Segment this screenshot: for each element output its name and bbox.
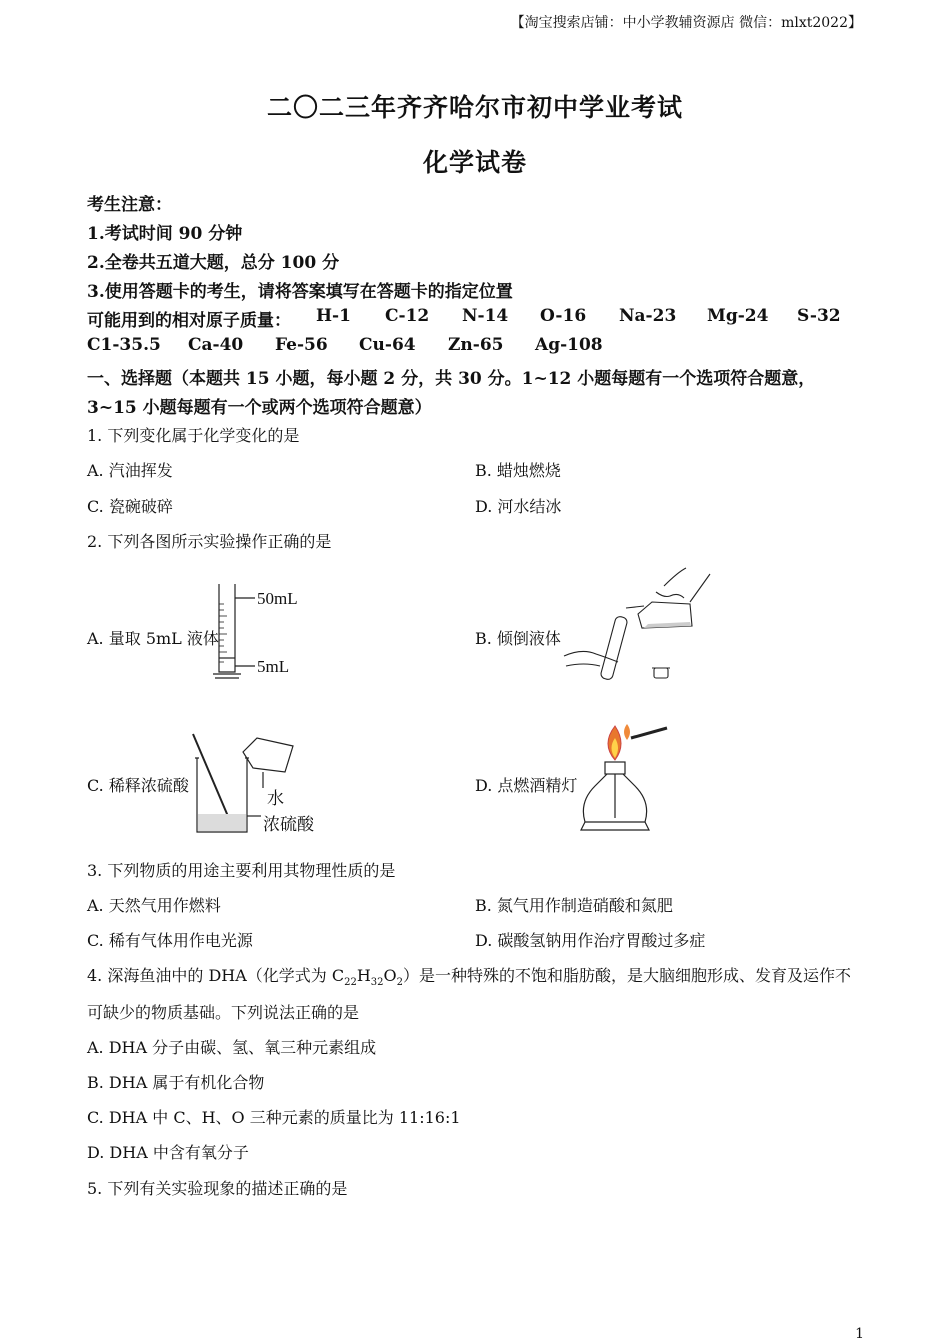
q5-stem: 5. 下列有关实验现象的描述正确的是 [87,1179,348,1198]
notice-item-3: 3.使用答题卡的考生，请将答案填写在答题卡的指定位置 [87,282,513,302]
q2-option-d: D. 点燃酒精灯 [475,776,578,795]
page-number: 1 [855,1326,864,1342]
cylinder-label-50ml: 50mL [257,589,298,608]
q4-option-a: A. DHA 分子由碳、氢、氧三种元素组成 [87,1038,377,1057]
q4-option-d: D. DHA 中含有氧分子 [87,1143,249,1162]
cylinder-label-5ml: 5mL [257,657,290,676]
q2-option-c: C. 稀释浓硫酸 [87,776,189,795]
q3-option-c: C. 稀有气体用作电光源 [87,931,253,950]
alcohol-lamp-figure [575,722,675,838]
q3-option-a: A. 天然气用作燃料 [87,896,221,915]
section-heading-line2: 3~15 小题每题有一个或两个选项符合题意） [87,398,432,418]
graduated-cylinder-figure [205,578,315,690]
q2-option-a: A. 量取 5mL 液体 [87,629,219,648]
label-water: 水 [267,789,284,808]
diluting-acid-figure [185,728,330,840]
notice-heading: 考生注意： [87,195,172,215]
q3-stem: 3. 下列物质的用途主要利用其物理性质的是 [87,861,396,880]
q1-option-c: C. 瓷碗破碎 [87,497,173,516]
header-note: 【淘宝搜索店铺：中小学教辅资源店 微信：mlxt2022】 [510,15,862,31]
q1-option-d: D. 河水结冰 [475,497,562,516]
q2-stem: 2. 下列各图所示实验操作正确的是 [87,532,332,551]
q3-option-b: B. 氮气用作制造硝酸和氮肥 [475,896,673,915]
atomic-mass-s: S-32 [797,306,841,326]
q4-option-b: B. DHA 属于有机化合物 [87,1073,265,1092]
notice-item-1: 1.考试时间 90 分钟 [87,224,243,244]
notice-item-2: 2.全卷共五道大题，总分 100 分 [87,253,340,273]
atomic-mass-o: O-16 [540,306,587,326]
q1-stem: 1. 下列变化属于化学变化的是 [87,426,300,445]
q3-option-d: D. 碳酸氢钠用作治疗胃酸过多症 [475,931,706,950]
atomic-mass-ag: Ag-108 [535,335,603,355]
atomic-mass-c: C-12 [385,306,430,326]
atomic-mass-fe: Fe-56 [275,335,328,355]
q1-option-a: A. 汽油挥发 [87,461,173,480]
exam-title: 二〇二三年齐齐哈尔市初中学业考试 [266,93,683,122]
q2-option-b: B. 倾倒液体 [475,629,561,648]
pouring-liquid-figure [560,562,720,688]
atomic-mass-na: Na-23 [619,306,677,326]
atomic-mass-h: H-1 [316,306,351,326]
label-concentrated-acid: 浓硫酸 [263,815,314,834]
exam-subtitle: 化学试卷 [422,148,527,177]
q4-stem-line1: 4. 深海鱼油中的 DHA（化学式为 $C_{22}H_{32}O_2$）是一种特殊的不饱和脂肪酸，是大脑细胞形成、发育及运作不 [87,966,852,989]
section-heading-line1: 一、选择题（本题共 15 小题，每小题 2 分，共 30 分。1~12 小题每题有一个选项符合题意， [87,369,816,389]
atomic-mass-cl: C1-35.5 [87,335,161,355]
atomic-mass-zn: Zn-65 [448,335,504,355]
q4-stem-line2: 可缺少的物质基础。下列说法正确的是 [87,1003,360,1022]
q1-option-b: B. 蜡烛燃烧 [475,461,561,480]
atomic-mass-mg: Mg-24 [707,306,769,326]
atomic-mass-ca: Ca-40 [188,335,244,355]
atomic-mass-label: 可能用到的相对原子质量： [87,311,291,331]
atomic-mass-cu: Cu-64 [359,335,416,355]
q4-option-c: C. DHA 中 C、H、O 三种元素的质量比为 11:16:1 [87,1108,461,1127]
atomic-mass-n: N-14 [462,306,509,326]
